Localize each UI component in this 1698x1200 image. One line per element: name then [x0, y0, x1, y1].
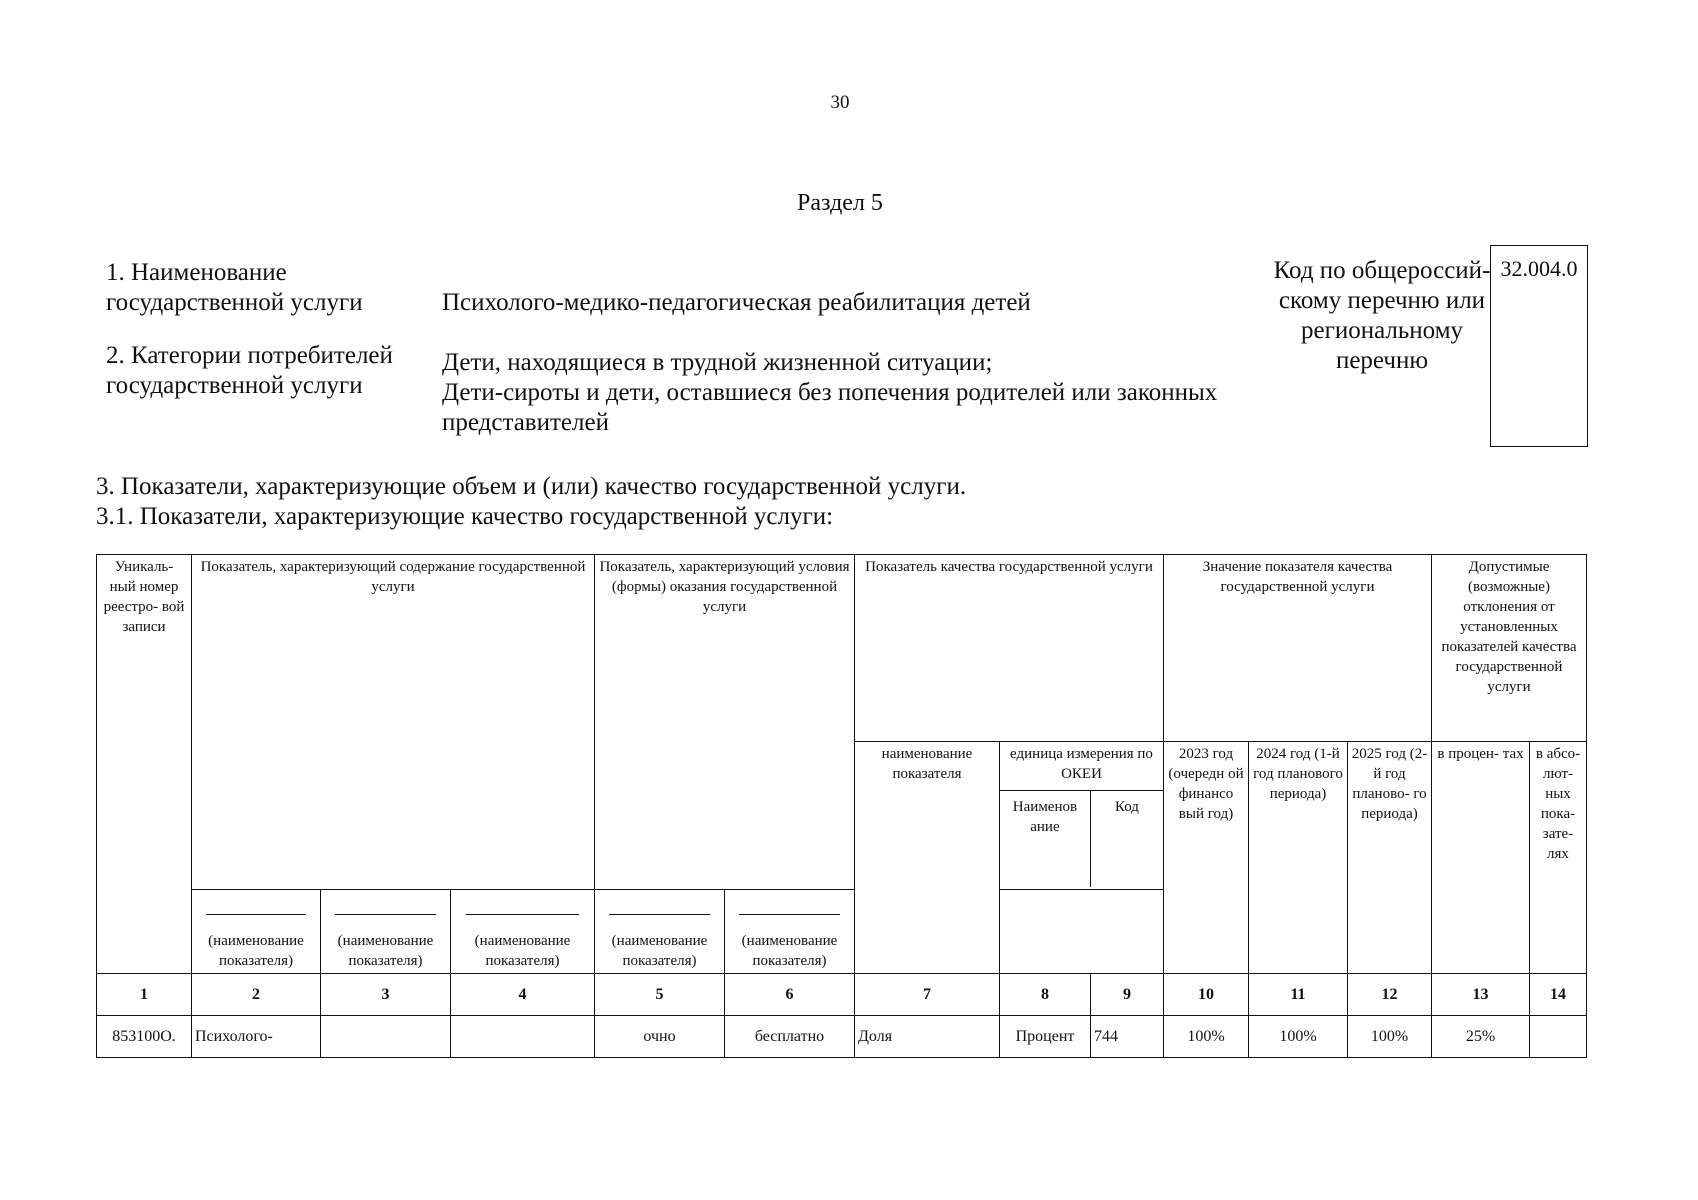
col-number: 1	[97, 974, 192, 1016]
page-number: 30	[830, 92, 850, 113]
code-label: Код по общероссий- скому перечню или региональному перечню	[1273, 257, 1491, 374]
col-number: 6	[725, 974, 855, 1016]
cell-content-1: Психолого-	[192, 1016, 321, 1058]
subheader-conditions-1: (наименование показателя)	[595, 890, 725, 974]
cell-content-2	[321, 1016, 451, 1058]
header-unit-name: Наименов ание	[1000, 791, 1091, 887]
col-number: 4	[451, 974, 595, 1016]
cell-content-3	[451, 1016, 595, 1058]
cell-unit-name: Процент	[1000, 1016, 1091, 1058]
subheader-content-1: (наименование показателя)	[192, 890, 321, 974]
code-box	[1490, 245, 1588, 447]
header-unit-okei	[1000, 742, 1164, 890]
cell-conditions-1: очно	[595, 1016, 725, 1058]
header-unit-code: Код	[1114, 799, 1139, 815]
field2-value	[442, 348, 1272, 438]
cell-unit-code: 744	[1091, 1016, 1164, 1058]
col-number: 11	[1249, 974, 1348, 1016]
cell-2023: 100%	[1164, 1016, 1249, 1058]
col-number: 13	[1432, 974, 1530, 1016]
code-value: 32.004.0	[1500, 256, 1578, 281]
field2-line3: представителей	[442, 409, 609, 436]
subheader-conditions-2: (наименование показателя)	[725, 890, 855, 974]
col-number: 10	[1164, 974, 1249, 1016]
section-title: Раздел 5	[797, 190, 883, 216]
col-number: 12	[1348, 974, 1432, 1016]
col-number: 14	[1530, 974, 1587, 1016]
header-percent: в процен- тах	[1432, 742, 1530, 974]
field2-line2: Дети-сироты и дети, оставшиеся без попечения родителей или законных	[442, 379, 1218, 406]
header-unique-number: Уникаль- ный номер реестро- вой записи	[97, 555, 192, 974]
header-2024: 2024 год (1-й год планового периода)	[1249, 742, 1348, 974]
field2-line1: Дети, находящиеся в трудной жизненной ситуации;	[442, 349, 993, 376]
header-unit-label: единица измерения по ОКЕИ	[1010, 746, 1153, 782]
field1-value: Психолого-медико-педагогическая реабилитация детей	[442, 289, 1031, 316]
header-content-indicator: Показатель, характеризующий содержание государственной услуги	[192, 555, 595, 890]
table-row	[97, 1016, 1587, 1058]
header-conditions-indicator: Показатель, характеризующий условия (формы) оказания государственной услуги	[595, 555, 855, 890]
header-indicator-name: наименование показателя	[855, 742, 1000, 974]
field1-label: 1. Наименование государственной услуги	[106, 259, 363, 316]
heading-3: 3. Показатели, характеризующие объем и (или) качество государственной услуги.	[96, 473, 967, 500]
header-allowed-deviation: Допустимые (возможные) отклонения от установленных показателей качества государственной услуги	[1432, 555, 1587, 742]
cell-unique-number: 853100О.	[97, 1016, 192, 1058]
col-number: 3	[321, 974, 451, 1016]
subheader-content-3: (наименование показателя)	[451, 890, 595, 974]
col-number: 9	[1091, 974, 1164, 1016]
cell-conditions-2: бесплатно	[725, 1016, 855, 1058]
subheader-content-2: (наименование показателя)	[321, 890, 451, 974]
header-2023: 2023 год (очередн ой финансо вый год)	[1164, 742, 1249, 974]
header-quality-indicator: Показатель качества государственной услуги	[855, 555, 1164, 742]
cell-2024: 100%	[1249, 1016, 1348, 1058]
field2-label: 2. Категории потребителей государственной услуги	[106, 342, 393, 399]
col-number: 7	[855, 974, 1000, 1016]
quality-indicators-table	[96, 554, 1587, 1058]
cell-2025: 100%	[1348, 1016, 1432, 1058]
cell-absolute	[1530, 1016, 1587, 1058]
unit-subheader	[1000, 790, 1163, 887]
col-number: 5	[595, 974, 725, 1016]
col-number: 2	[192, 974, 321, 1016]
cell-percent: 25%	[1432, 1016, 1530, 1058]
heading-3-1: 3.1. Показатели, характеризующие качество государственной услуги:	[96, 503, 834, 530]
col-number: 8	[1000, 974, 1091, 1016]
header-2025: 2025 год (2-й год планово- го периода)	[1348, 742, 1432, 974]
header-indicator-value: Значение показателя качества государственной услуги	[1164, 555, 1432, 742]
cell-indicator-name: Доля	[855, 1016, 1000, 1058]
header-absolute: в абсо- лют- ных пока- зате- лях	[1530, 742, 1587, 974]
